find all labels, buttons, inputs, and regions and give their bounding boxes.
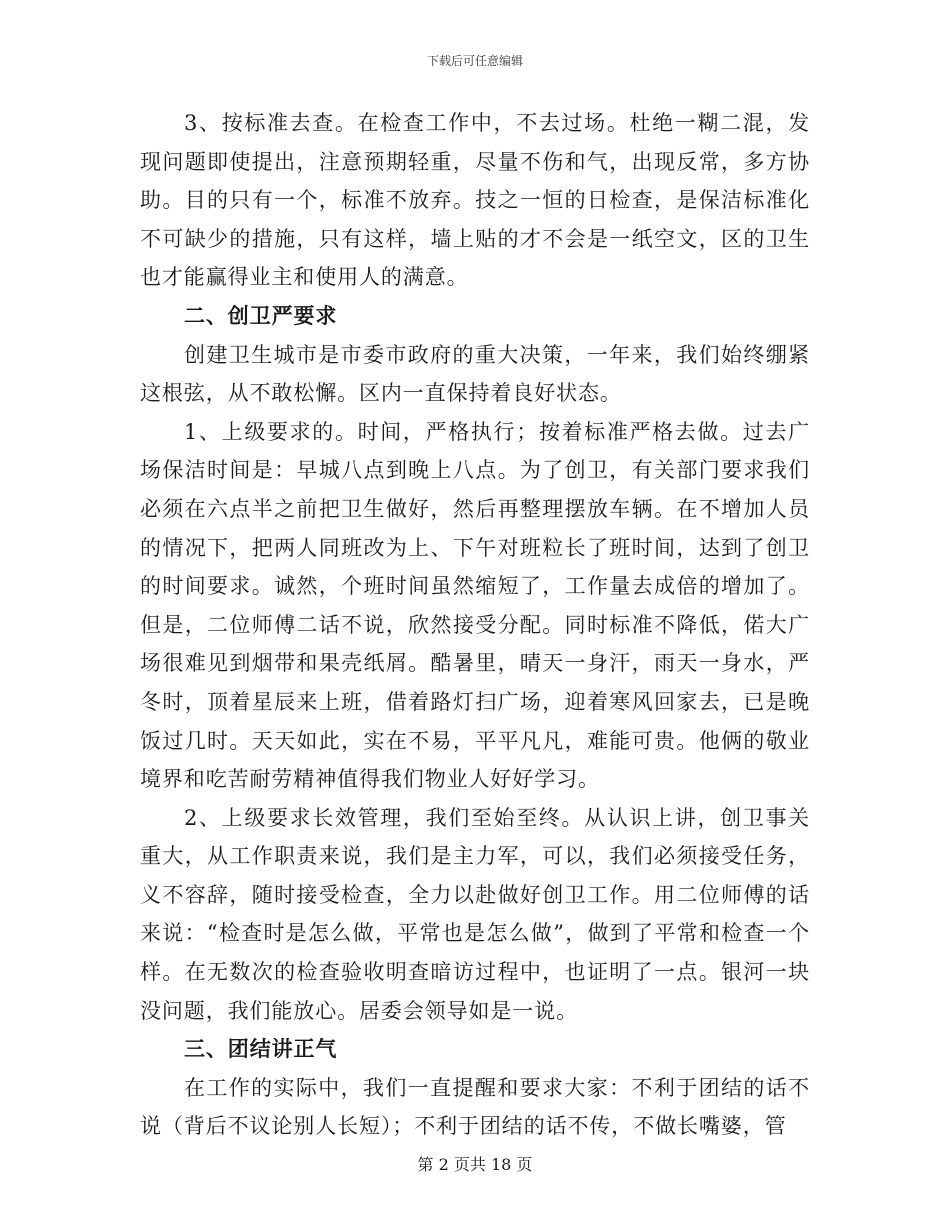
paragraph-check-by-standard: 3、按标准去查。在检查工作中，不去过场。杜绝一糊二混，发现问题即使提出，注意预期轻重，尽量不伤和气，出现反常，多方协助。目的只有一个，标准不放弃。技之一恒的日检查，是保洁标准化不可缺少的措施，只有这样，墙上贴的才不会是一纸空文，区的卫生也才能赢得业主和使用人的满意。: [140, 111, 810, 290]
paragraph-sanitary-city: 创建卫生城市是市委市政府的重大决策，一年来，我们始终绷紧这根弦，从不敢松懈。区内一直保持着良好状态。: [140, 342, 810, 406]
paragraph-long-term-management: 2、上级要求长效管理，我们至始至终。从认识上讲，创卫事关重大，从工作职责来说，我们是主力军，可以，我们必须接受任务，义不容辞，随时接受检查，全力以赴做好创卫工作。用二位师傅的话来说：“检查时是怎么做，平常也是怎么做”，做到了平常和检查一个样。在无数次的检查验收明查暗访过程中，也证明了一点。银河一块没问题，我们能放心。居委会领导如是一说。: [140, 805, 810, 1023]
section-heading-3: 三、团结讲正气: [184, 1036, 338, 1062]
page-header: 下载后可任意编辑: [426, 54, 523, 68]
page-number: 第 2 页共 18 页: [417, 1155, 533, 1174]
paragraph-time-requirement: 1、上级要求的。时间，严格执行；按着标准严格去做。过去广场保洁时间是：早城八点到晚上八点。为了创卫，有关部门要求我们必须在六点半之前把卫生做好，然后再整理摆放车辆。在不增加人员的情况下，把两人同班改为上、下午对班粒长了班时间，达到了创卫的时间要求。诚然，个班时间虽然缩短了，工作量去成倍的增加了。但是，二位师傅二话不说，欣然接受分配。同时标准不降低，偌大广场很难见到烟带和果壳纸屑。酷暑里，晴天一身汗，雨天一身水，严冬时，顶着星辰来上班，借着路灯扫广场，迎着寒风回家去，已是晚饭过几时。天天如此，实在不易，平平凡凡，难能可贵。他俩的敬业境界和吃苦耐劳精神值得我们物业人好好学习。: [140, 419, 810, 792]
section-heading-2: 二、创卫严要求: [184, 302, 338, 328]
paragraph-unity: 在工作的实际中，我们一直提醒和要求大家：不利于团结的话不说（背后不议论别人长短）；不利于团结的话不传，不做长嘴婆，管: [140, 1075, 810, 1139]
document-body: [140, 104, 810, 1146]
